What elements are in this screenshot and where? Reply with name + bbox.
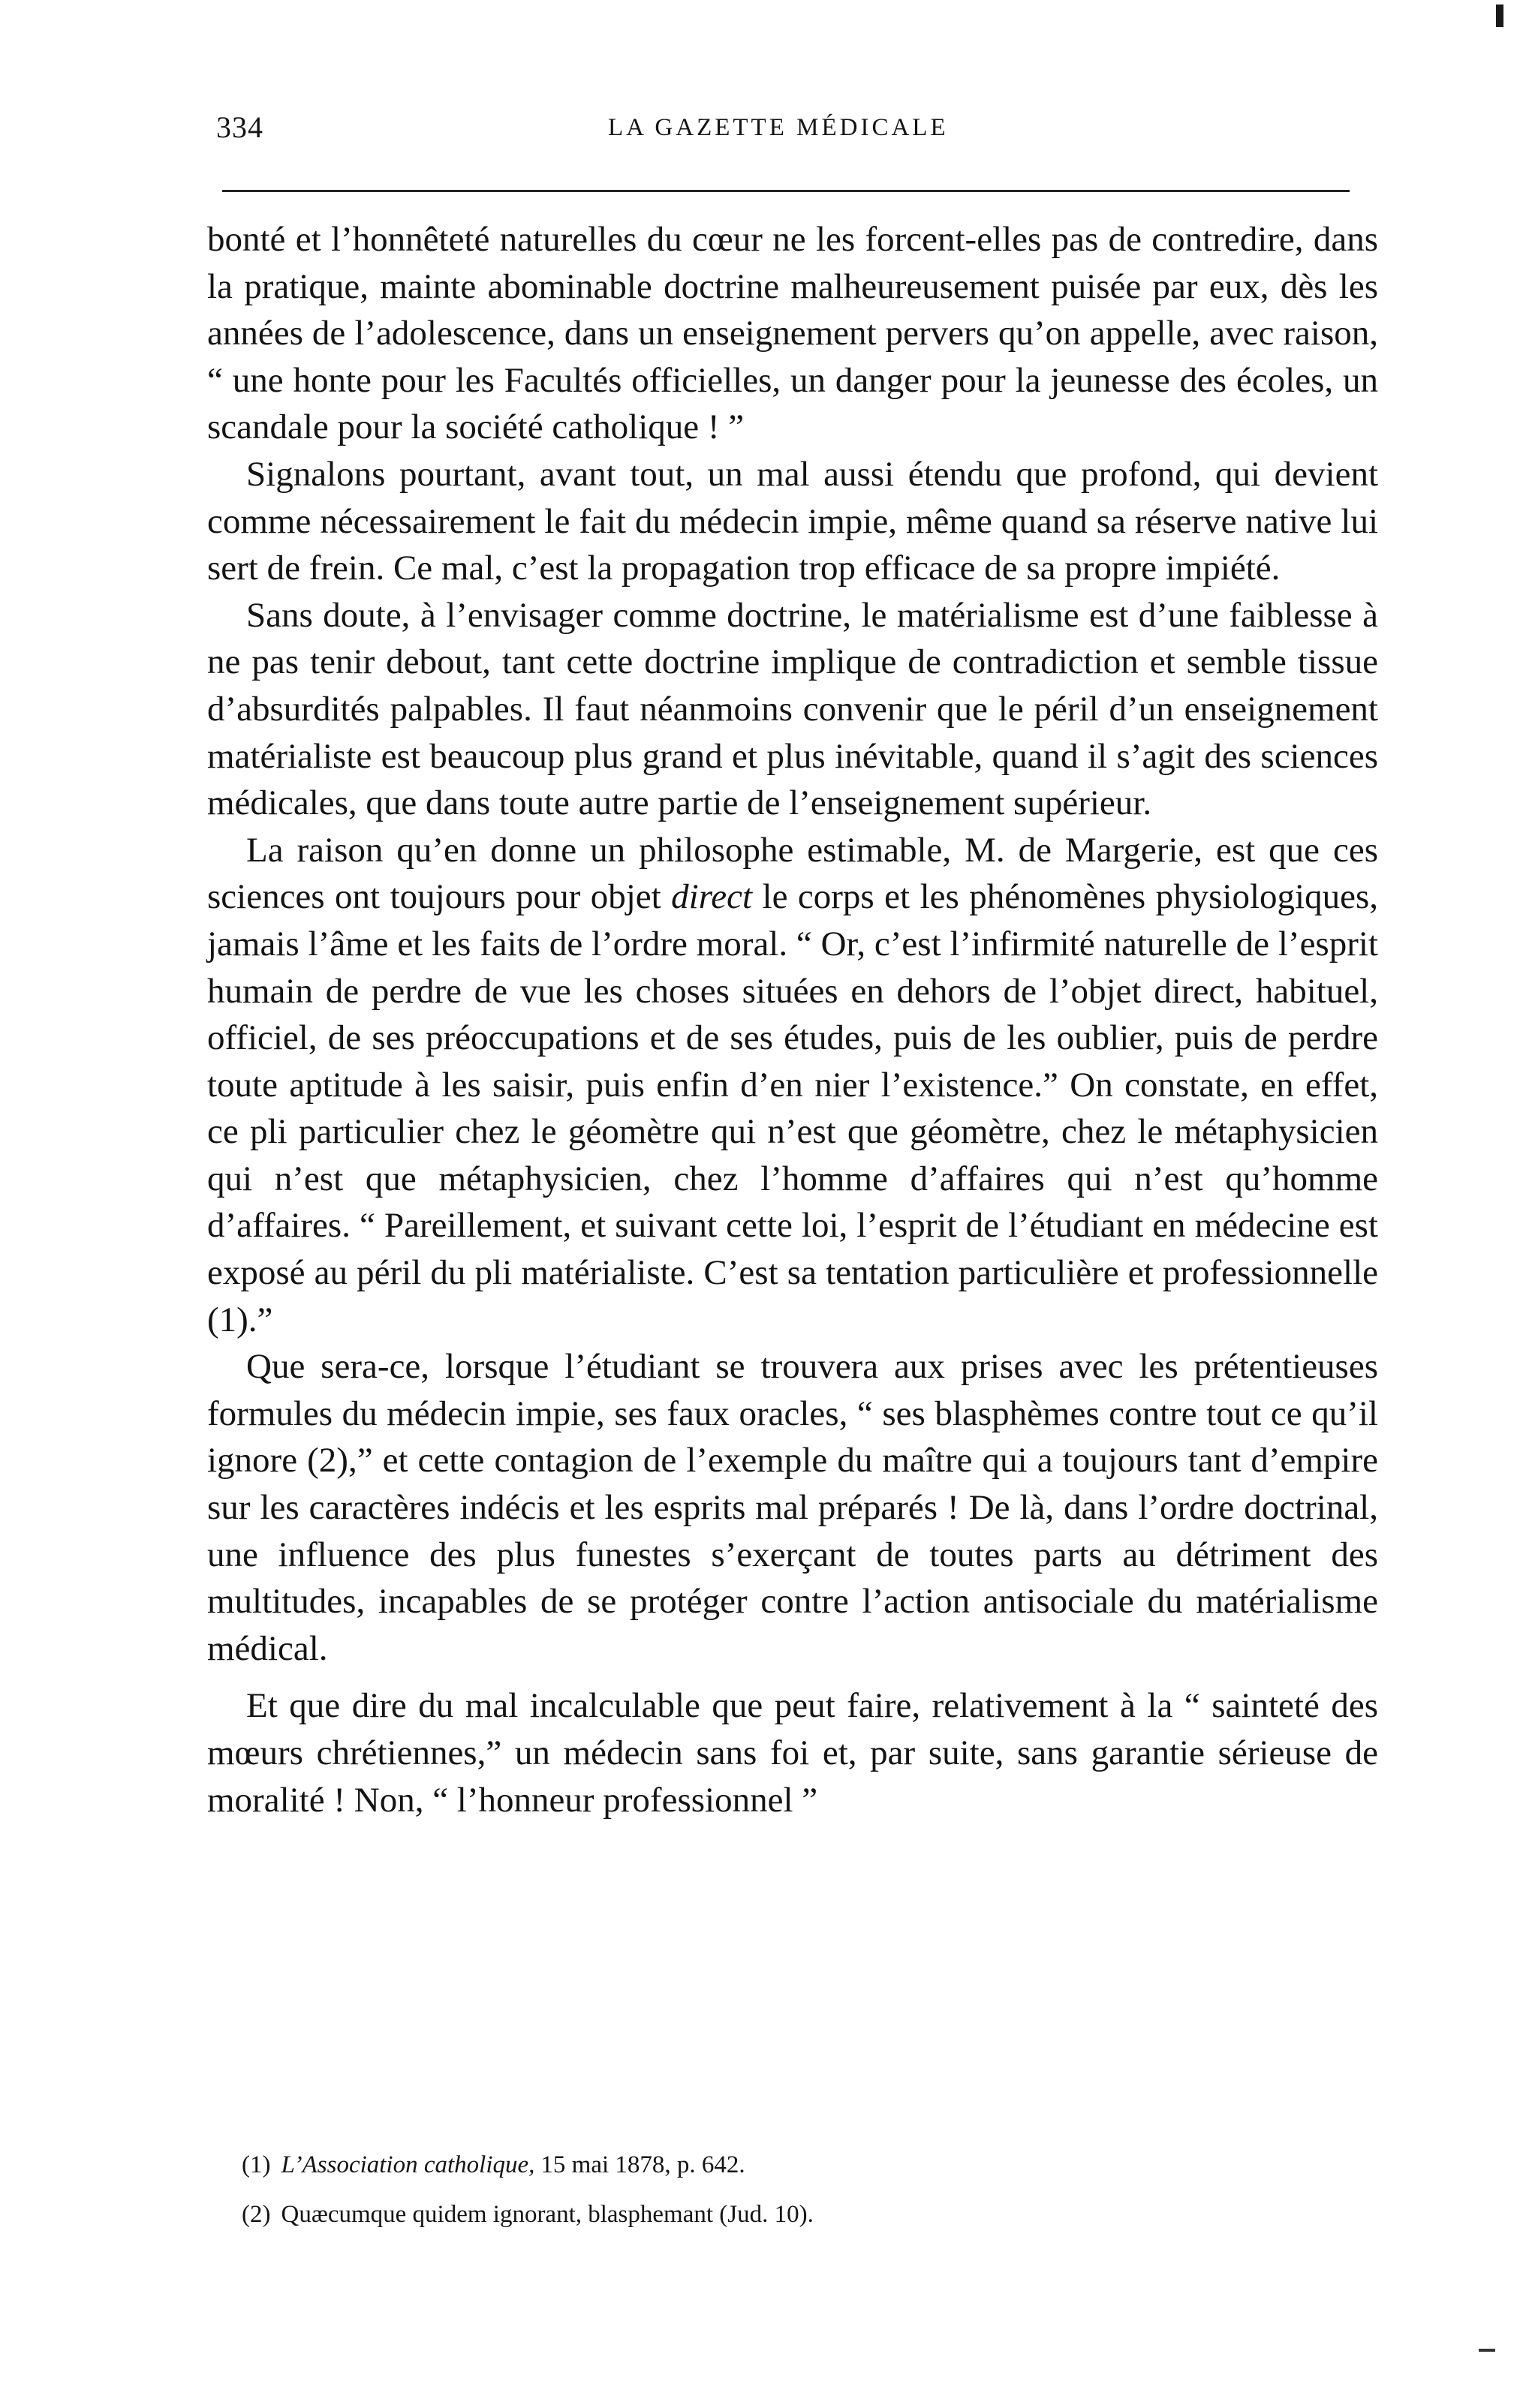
footnote-1	[242, 2140, 1330, 2190]
footnote-2	[242, 2190, 1330, 2239]
paragraph-4-text-start: La raison qu’en donne un philosophe estimable, M. de Margerie, est que ces sciences ont toujours pour objet	[207, 830, 1378, 917]
paragraph-4-text-end: le corps et les phénomènes physiologiques, jamais l’âme et les faits de l’ordre moral. “ Or, c’est l’infirmité naturelle de l’esprit humain de perdre de vue les choses situées en dehors de l’objet direct, habituel, officiel, de ses préoccupations et de ses études, puis de les oublier, puis de perdre toute aptitude à les saisir, puis enfin d’en nier l’existence.” On constate, en effet, ce pli particulier chez le géomètre qui n’est que géomètre, chez le métaphysicien qui n’est que métaphysicien, chez l’homme d’affaires qui n’est qu’homme d’affaires. “ Pareillement, et suivant cette loi, l’esprit de l’étudiant en médecine est exposé au péril du pli matérialiste. C’est sa tentation particulière et professionnelle (1).”	[207, 877, 1379, 1339]
footnotes	[242, 2140, 1330, 2239]
paragraph-5: Que sera-ce, lorsque l’étudiant se trouvera aux prises avec les prétentieuses formules du médecin impie, ses faux oracles, “ ses blasphèmes contre tout ce qu’il ignore (2),” et cette contagion de l’exemple du maître qui a toujours tant d’empire sur les caractères indécis et les esprits mal préparés ! De là, dans l’ordre doctrinal, une influence des plus funestes s’exerçant de toutes parts au détriment des multitudes, incapables de se protéger contre l’action antisociale du matérialisme médical.	[207, 1347, 1378, 1668]
paragraph-1: bonté et l’honnêteté naturelles du cœur ne les forcent-elles pas de contredire, dans la pratique, mainte abominable doctrine malheureusement puisée par eux, dès les années de l’adolescence, dans un enseignement pervers qu’on appelle, avec raison, “ une honte pour les Facultés officielles, un danger pour la jeunesse des écoles, un scandale pour la société catholique ! ”	[207, 220, 1378, 447]
body-text	[207, 216, 1378, 1823]
paragraph-4-italic: direct	[671, 877, 753, 917]
footnote-1-mark: (1)	[242, 2151, 271, 2178]
paragraph-6: Et que dire du mal incalculable que peut faire, relativement à la “ sainteté des mœurs chrétiennes,” un médecin sans foi et, par suite, sans garantie sérieuse de moralité ! Non, “ l’honneur professionnel ”	[207, 1686, 1378, 1820]
footnote-2-mark: (2)	[242, 2201, 271, 2228]
page-number: 334	[216, 110, 263, 144]
footnote-2-text: Quæcumque quidem ignorant, blasphemant (Jud. 10).	[281, 2201, 814, 2228]
paragraph-4	[207, 827, 1378, 1344]
paragraph-3: Sans doute, à l’envisager comme doctrine, le matérialisme est d’une faiblesse à ne pas tenir debout, tant cette doctrine implique de contradiction et semble tissue d’absurdités palpables. Il faut néanmoins convenir que le péril d’un enseignement matérialiste est beaucoup plus grand et plus inévitable, quand il s’agit des sciences médicales, que dans toute autre partie de l’enseignement supérieur.	[207, 595, 1378, 823]
paragraph-2: Signalons pourtant, avant tout, un mal aussi étendu que profond, qui devient comme nécessairement le fait du médecin impie, même quand sa réserve native lui sert de frein. Ce mal, c’est la propagation trop efficace de sa propre impiété.	[207, 454, 1378, 588]
footnote-1-text: 15 mai 1878, p. 642.	[540, 2151, 745, 2178]
running-title: LA GAZETTE MÉDICALE	[608, 114, 949, 141]
page-corner-mark	[1496, 5, 1503, 27]
header-rule	[222, 190, 1350, 192]
margin-speck	[1479, 2349, 1495, 2352]
footnote-1-title: L’Association catholique,	[281, 2151, 535, 2178]
